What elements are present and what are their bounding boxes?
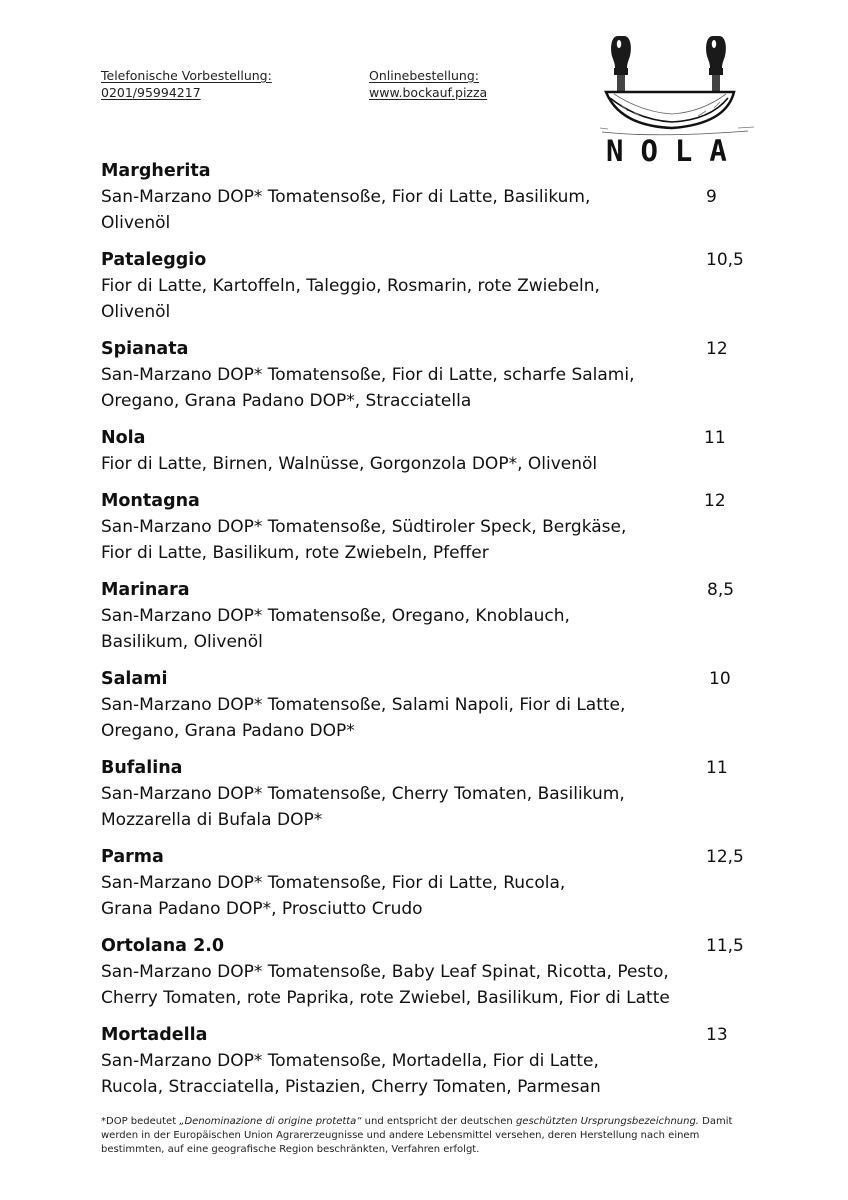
menu-item-mortadella <box>101 1022 751 1100</box>
pizza-price: 10,5 <box>706 250 744 270</box>
pizza-price: 10 <box>709 669 731 689</box>
pizza-ingredients: Fior di Latte, Birnen, Walnüsse, Gorgonzola DOP*, Olivenöl <box>101 454 598 474</box>
pizza-price: 11,5 <box>706 936 744 956</box>
nola-logo-text: NOLA <box>606 134 744 168</box>
menu-item-ortolana <box>101 933 751 1011</box>
pizza-price: 12 <box>706 339 728 359</box>
menu-item-spianata <box>101 336 751 414</box>
pizza-ingredients: Fior di Latte, Kartoffeln, Taleggio, Rosmarin, rote Zwiebeln, <box>101 276 600 296</box>
dop-footnote <box>101 1115 761 1157</box>
menu-item-montagna <box>101 488 751 566</box>
pizza-ingredients: Fior di Latte, Basilikum, rote Zwiebeln, Pfeffer <box>101 543 489 563</box>
pizza-price: 11 <box>706 758 728 778</box>
footnote-text: Damit werden in der Europäischen Union Agrarerzeugnisse und andere Lebensmittel versehen, deren Herstellung nach einem bestimmten, auf eine geografische Region beschränkten, Verfahren erfolgt. <box>101 1116 733 1155</box>
pizza-name: Mortadella <box>101 1025 208 1045</box>
pizza-name: Pataleggio <box>101 250 207 270</box>
pizza-ingredients: San-Marzano DOP* Tomatensoße, Cherry Tomaten, Basilikum, <box>101 784 625 804</box>
pizza-name: Bufalina <box>101 758 183 778</box>
pizza-ingredients: San-Marzano DOP* Tomatensoße, Baby Leaf Spinat, Ricotta, Pesto, <box>101 962 669 982</box>
pizza-ingredients: Mozzarella di Bufala DOP* <box>101 810 323 830</box>
phone-order-block <box>101 67 272 101</box>
footnote-text: und entspricht der deutschen <box>361 1116 516 1127</box>
pizza-price: 13 <box>706 1025 728 1045</box>
online-order-link[interactable]: www.bockauf.pizza <box>369 85 488 100</box>
pizza-name: Margherita <box>101 161 211 181</box>
pizza-name: Nola <box>101 428 146 448</box>
pizza-ingredients: San-Marzano DOP* Tomatensoße, Salami Napoli, Fior di Latte, <box>101 695 626 715</box>
pizza-ingredients: Oregano, Grana Padano DOP*, Stracciatella <box>101 391 472 411</box>
footnote-italic-term: geschützten Ursprungsbezeichnung. <box>515 1116 699 1127</box>
pizza-ingredients: Olivenöl <box>101 213 171 233</box>
pizza-ingredients: Oregano, Grana Padano DOP* <box>101 721 355 741</box>
pizza-price: 11 <box>704 428 726 448</box>
phone-order-label: Telefonische Vorbestellung: <box>101 68 272 83</box>
pizza-ingredients: San-Marzano DOP* Tomatensoße, Fior di Latte, Basilikum, <box>101 187 591 207</box>
pizza-name: Ortolana 2.0 <box>101 936 225 956</box>
menu-item-bufalina <box>101 755 751 833</box>
menu-item-margherita <box>101 158 751 236</box>
pizza-ingredients: San-Marzano DOP* Tomatensoße, Südtiroler Speck, Bergkäse, <box>101 517 627 537</box>
pizza-price: 8,5 <box>707 580 735 600</box>
phone-number[interactable]: 0201/95994217 <box>101 85 201 100</box>
pizza-ingredients: San-Marzano DOP* Tomatensoße, Fior di Latte, Rucola, <box>101 873 566 893</box>
pizza-name: Salami <box>101 669 168 689</box>
pizza-ingredients: San-Marzano DOP* Tomatensoße, Oregano, Knoblauch, <box>101 606 570 626</box>
menu-item-pataleggio <box>101 247 751 325</box>
pizza-price: 9 <box>706 187 717 207</box>
pizza-name: Spianata <box>101 339 189 359</box>
pizza-ingredients: San-Marzano DOP* Tomatensoße, Fior di Latte, scharfe Salami, <box>101 365 635 385</box>
online-order-label: Onlinebestellung: <box>369 68 479 83</box>
pizza-ingredients: Olivenöl <box>101 302 171 322</box>
pizza-ingredients: Basilikum, Olivenöl <box>101 632 263 652</box>
pizza-name: Parma <box>101 847 164 867</box>
pizza-price: 12,5 <box>706 847 744 867</box>
pizza-price: 12 <box>704 491 726 511</box>
pizza-name: Marinara <box>101 580 190 600</box>
online-order-block <box>369 67 487 101</box>
pizza-ingredients: Grana Padano DOP*, Prosciutto Crudo <box>101 899 423 919</box>
pizza-ingredients: San-Marzano DOP* Tomatensoße, Mortadella, Fior di Latte, <box>101 1051 599 1071</box>
pizza-ingredients: Rucola, Stracciatella, Pistazien, Cherry Tomaten, Parmesan <box>101 1077 601 1097</box>
menu-item-parma <box>101 844 751 922</box>
footnote-text: *DOP bedeutet <box>101 1116 180 1127</box>
menu-item-salami <box>101 666 751 744</box>
menu-item-nola <box>101 425 751 477</box>
menu-item-marinara <box>101 577 751 655</box>
pizza-name: Montagna <box>101 491 200 511</box>
pizza-ingredients: Cherry Tomaten, rote Paprika, rote Zwiebel, Basilikum, Fior di Latte <box>101 988 670 1008</box>
footnote-italic-term: „Denominazione di origine protetta“ <box>179 1116 362 1127</box>
